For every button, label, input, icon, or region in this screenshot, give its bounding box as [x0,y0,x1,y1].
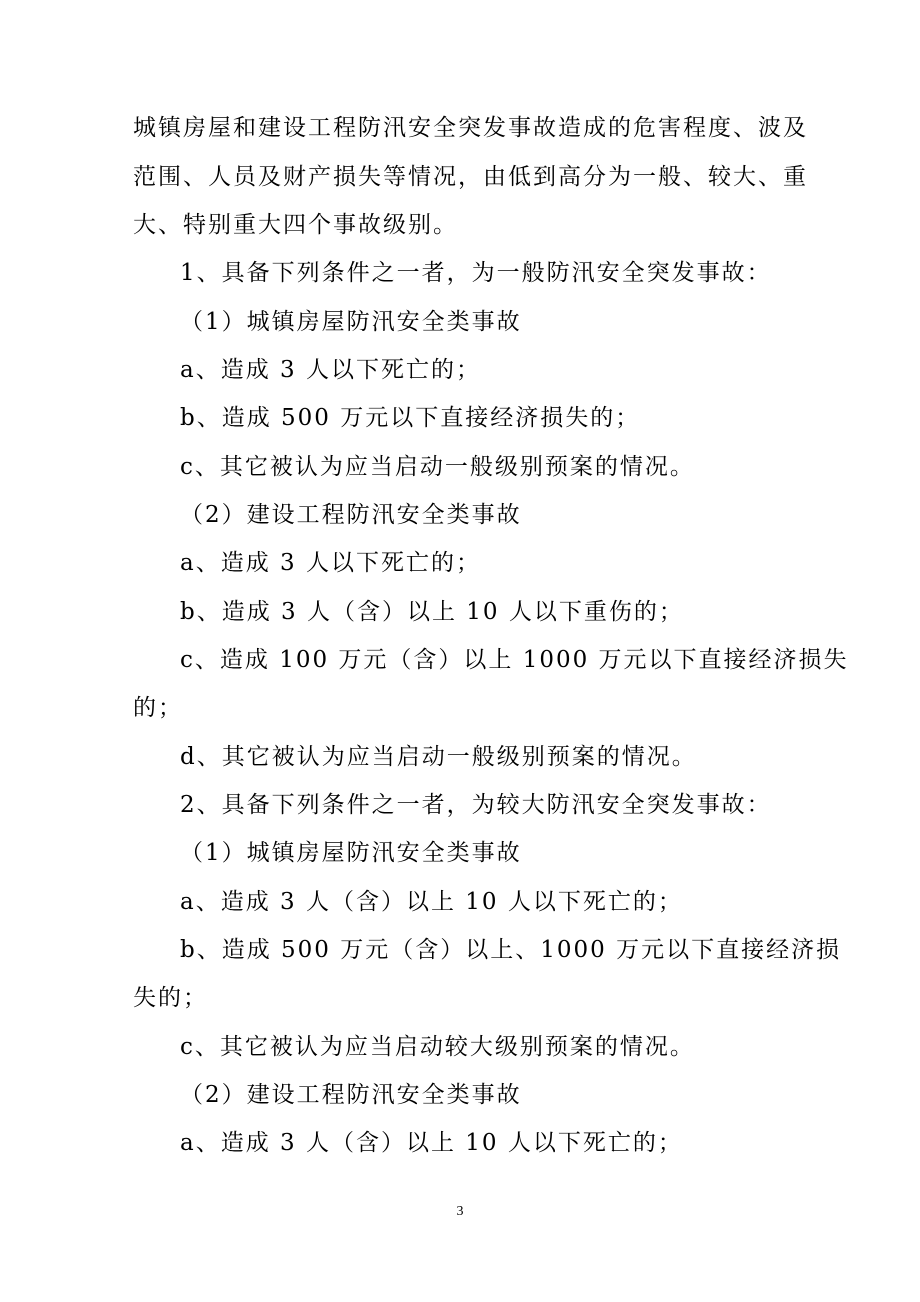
text-line-22: a、造成 3 人（含）以上 10 人以下死亡的； [180,1130,683,1156]
text-line-5: （1）城镇房屋防汛安全类事故 [180,309,522,335]
text-line-7: b、造成 500 万元以下直接经济损失的； [180,405,641,431]
text-line-11: b、造成 3 人（含）以上 10 人以下重伤的； [180,599,684,625]
text-line-3: 大、特别重大四个事故级别。 [133,212,458,238]
text-line-1: 城镇房屋和建设工程防汛安全突发事故造成的危害程度、波及 [133,115,808,141]
text-line-14: d、其它被认为应当启动一般级别预案的情况。 [180,744,697,770]
text-line-4: 1、具备下列条件之一者，为一般防汛安全突发事故： [180,260,772,286]
text-line-21: （2）建设工程防汛安全类事故 [180,1082,522,1108]
text-line-2: 范围、人员及财产损失等情况，由低到高分为一般、较大、重 [133,164,808,190]
text-line-6: a、造成 3 人以下死亡的； [180,357,481,383]
text-line-17: a、造成 3 人（含）以上 10 人以下死亡的； [180,889,683,915]
text-line-20: c、其它被认为应当启动较大级别预案的情况。 [180,1034,695,1060]
text-line-12: c、造成 100 万元（含）以上 1000 万元以下直接经济损失 [180,647,849,673]
text-line-8: c、其它被认为应当启动一般级别预案的情况。 [180,454,695,480]
page-number: 3 [456,1204,464,1219]
text-line-13: 的； [133,695,183,721]
text-line-16: （1）城镇房屋防汛安全类事故 [180,840,522,866]
text-line-10: a、造成 3 人以下死亡的； [180,550,481,576]
text-line-19: 失的； [133,985,208,1011]
text-line-15: 2、具备下列条件之一者，为较大防汛安全突发事故： [180,792,772,818]
text-line-18: b、造成 500 万元（含）以上、1000 万元以下直接经济损 [180,937,842,963]
text-line-9: （2）建设工程防汛安全类事故 [180,502,522,528]
